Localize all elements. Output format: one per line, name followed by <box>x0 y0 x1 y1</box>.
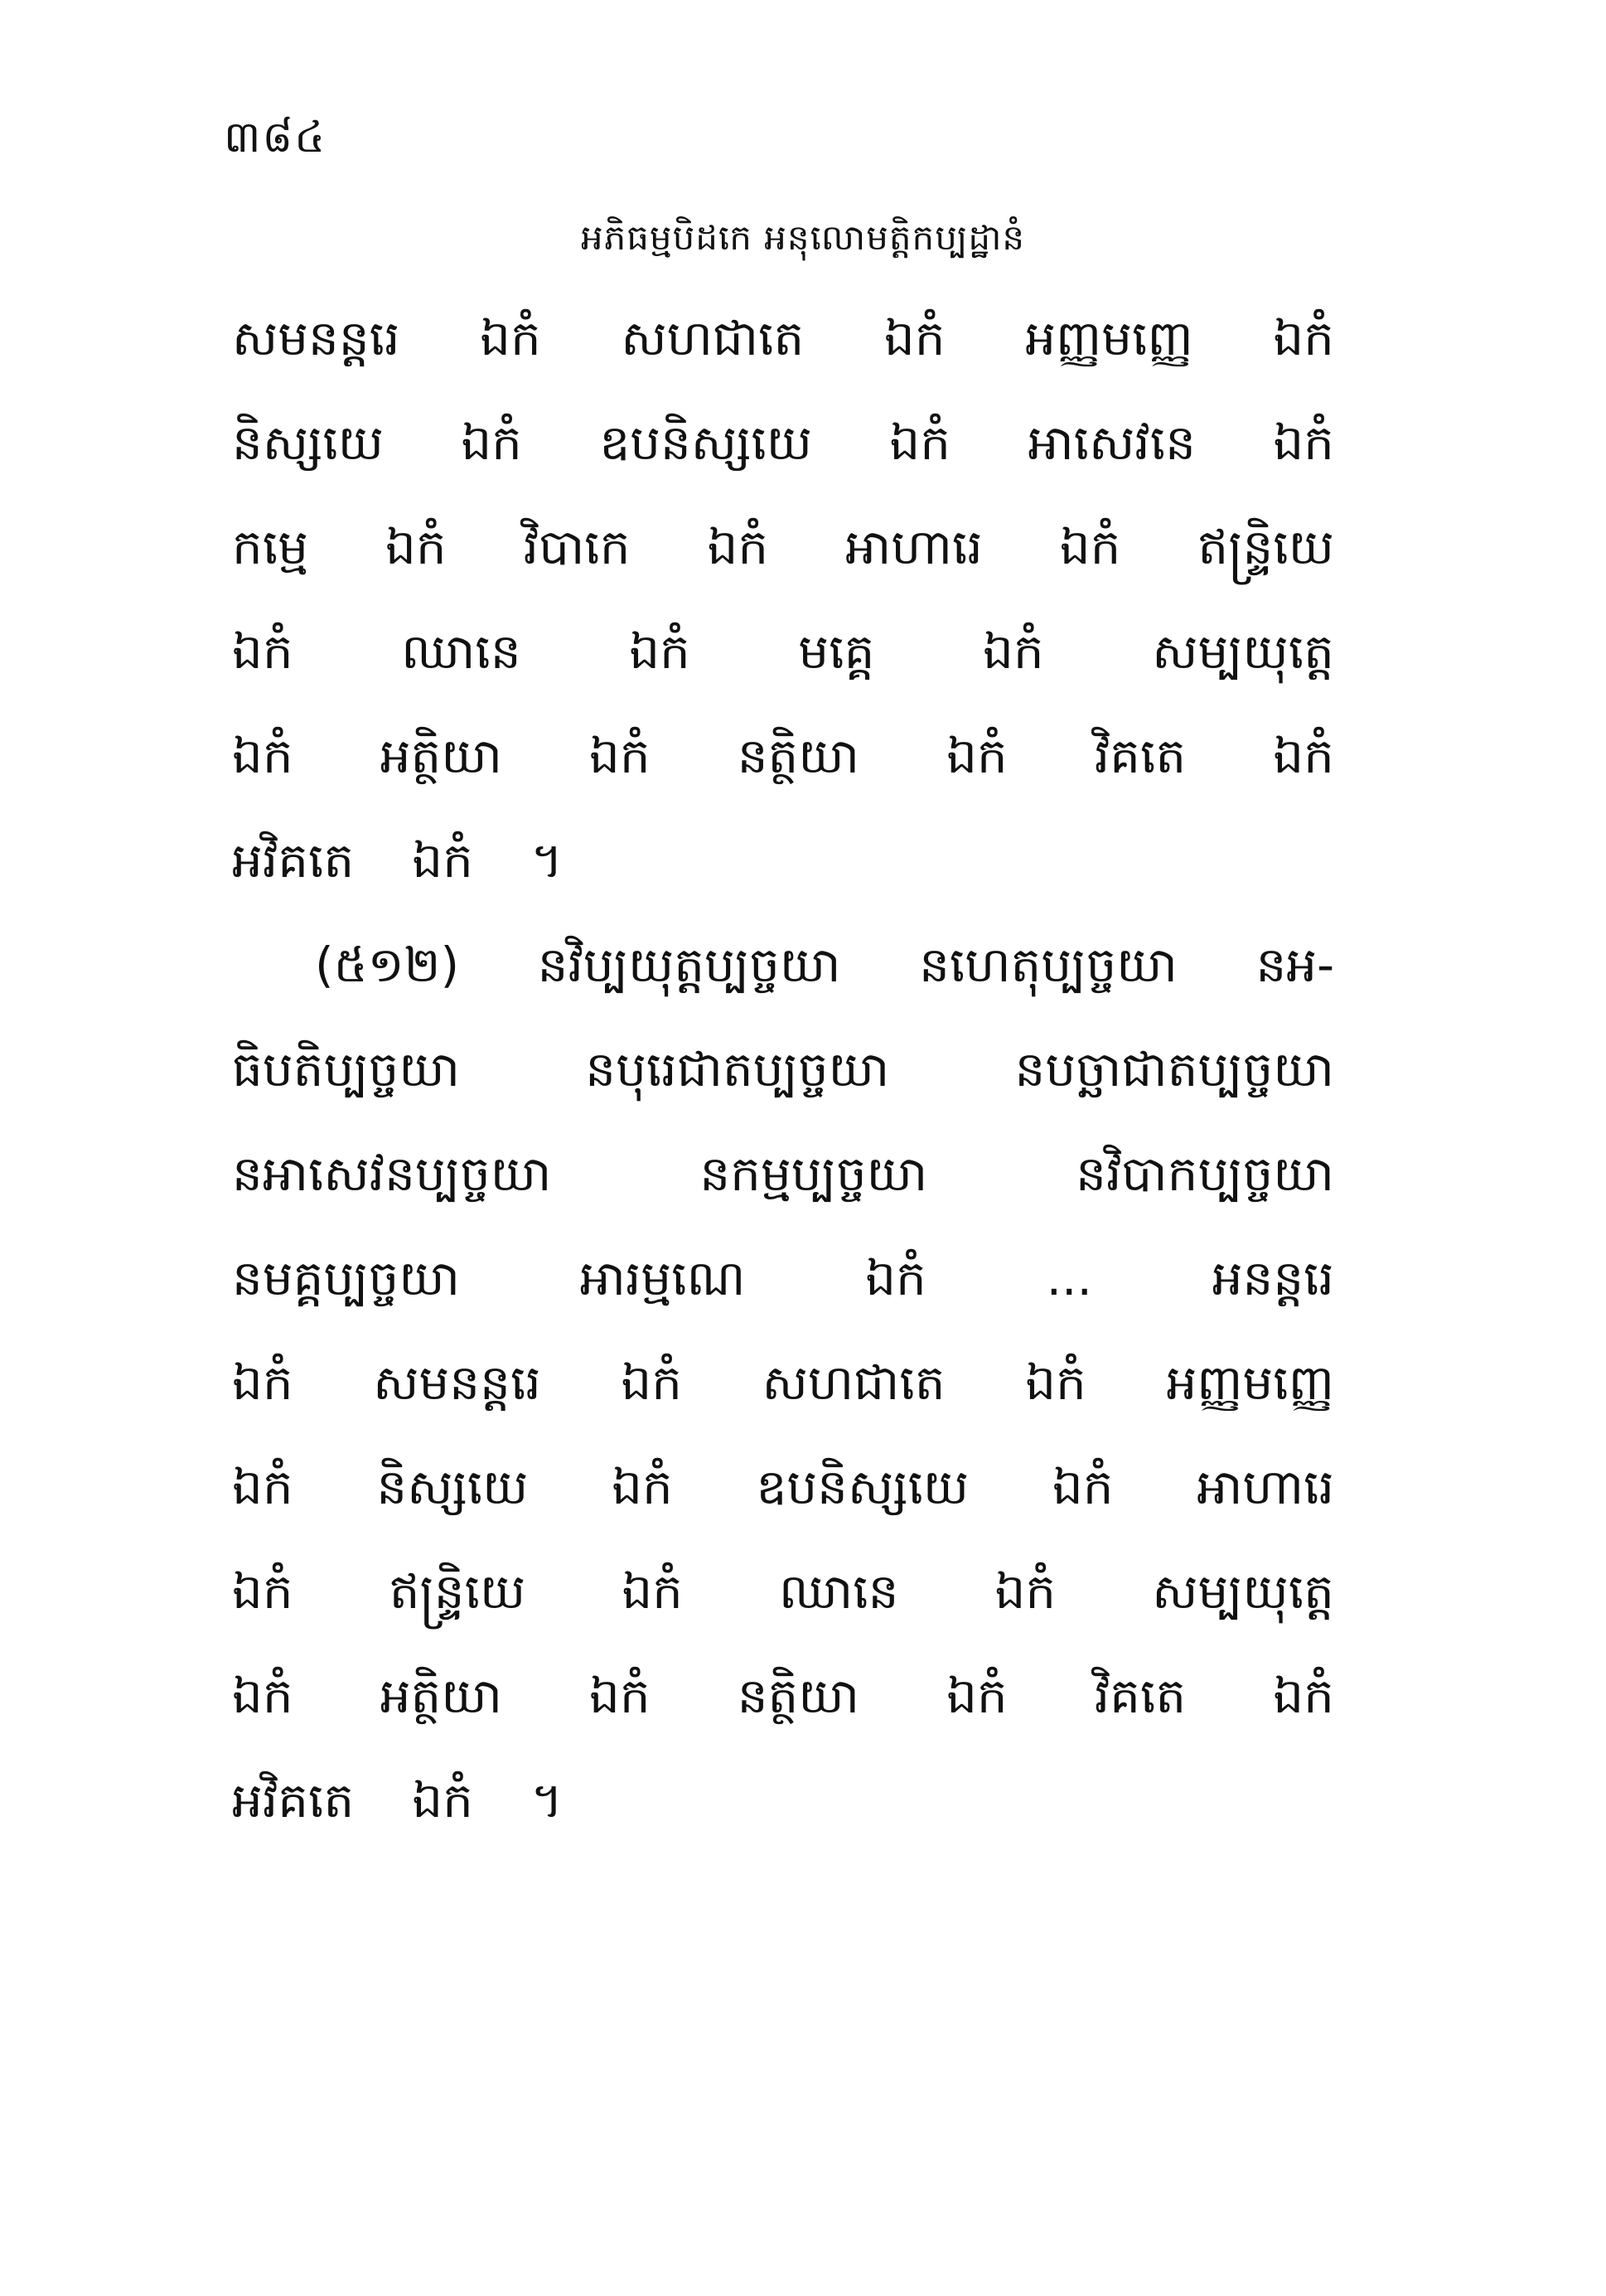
word: វិគតេ <box>1094 1668 1187 1724</box>
word: ។ <box>530 832 564 889</box>
word: ឯកំ <box>889 414 951 471</box>
word: ឯកំ <box>983 623 1044 680</box>
word: ឯកំ <box>589 1668 651 1724</box>
word: សម្បយុត្តេ <box>1152 623 1334 680</box>
word: វិបាកេ <box>523 519 631 575</box>
word: ឯកំ <box>589 728 651 784</box>
word: និស្សយេ <box>376 1459 529 1515</box>
word: ឥន្ទ្រិយេ <box>1197 519 1334 575</box>
word: ឯកំ <box>232 728 293 784</box>
word: នបច្ឆាជាតប្បច្ចយា <box>1014 1041 1334 1097</box>
word: អត្ថិយា <box>380 1668 502 1724</box>
text-line <box>232 1330 1334 1435</box>
word: ឯកំ <box>385 519 447 575</box>
word: ឯកំ <box>232 623 293 680</box>
word: អនន្តរេ <box>1212 1250 1334 1306</box>
text-line <box>232 1748 1334 1853</box>
text-line <box>232 1644 1334 1748</box>
word: នបុរេជាតប្បច្ចយា <box>585 1041 890 1097</box>
word: ឯកំ <box>629 623 690 680</box>
text-line <box>232 1226 1334 1330</box>
word: ឧបនិស្សយេ <box>599 414 812 471</box>
text-line <box>232 286 1334 390</box>
word: ឯកំ <box>622 1563 683 1620</box>
word: អវិគតេ <box>232 832 355 889</box>
word: ឯកំ <box>232 1563 293 1620</box>
word: ឯកំ <box>1052 1459 1114 1515</box>
word: អាហារេ <box>845 519 983 575</box>
text-line <box>232 1121 1334 1226</box>
word: ។ <box>530 1772 564 1829</box>
word: ឯកំ <box>1059 519 1121 575</box>
text-line <box>232 704 1334 808</box>
word: នអាសេវនប្បច្ចយា <box>232 1146 552 1202</box>
word: អញ្ញមញ្ញេ <box>1166 1354 1334 1411</box>
word: ឯកំ <box>883 310 946 366</box>
word: ឯកំ <box>232 1354 293 1411</box>
page-number: ៣៨៤ <box>224 113 327 162</box>
word: និស្សយេ <box>232 414 384 471</box>
text-line <box>232 1435 1334 1539</box>
word: នត្ថិយា <box>737 728 859 784</box>
text-line <box>232 808 1334 913</box>
word: ឯកំ <box>612 1459 673 1515</box>
word: នត្ថិយា <box>737 1668 859 1724</box>
word: អាហារេ <box>1197 1459 1334 1515</box>
word: ឯកំ <box>412 1772 473 1829</box>
text-line <box>232 1539 1334 1644</box>
word: អវិគតេ <box>232 1772 355 1829</box>
word: សមនន្តរេ <box>373 1354 541 1411</box>
paragraph-number: (៥១២) <box>315 937 460 993</box>
ellipsis: ... <box>1046 1250 1092 1306</box>
word: ឯកំ <box>1273 1668 1334 1724</box>
word: នកម្មប្បច្ចយា <box>699 1146 928 1202</box>
word: ឯកំ <box>232 1459 293 1515</box>
word: ឯកំ <box>1273 310 1334 366</box>
word: ឯកំ <box>621 1354 683 1411</box>
word: នហេតុប្បច្ចយា <box>919 937 1178 993</box>
word: នមគ្គប្បច្ចយា <box>232 1250 460 1306</box>
word: អត្ថិយា <box>380 728 502 784</box>
word: អារម្មណេ <box>579 1250 746 1306</box>
word: ឯកំ <box>707 519 769 575</box>
word: ឯកំ <box>1273 414 1334 471</box>
word: នអ- <box>1255 937 1334 993</box>
word: នវិបាកប្បច្ចយា <box>1076 1146 1334 1202</box>
word: សហជាតេ <box>762 1354 946 1411</box>
word: ឈានេ <box>779 1563 899 1620</box>
word: សម្បយុត្តេ <box>1152 1563 1334 1620</box>
word: ឧបនិស្សយេ <box>756 1459 970 1515</box>
word: ឯកំ <box>232 1668 293 1724</box>
word: ឯកំ <box>1273 728 1334 784</box>
paragraph-start-line <box>232 913 1334 1017</box>
word: ឯកំ <box>946 1668 1008 1724</box>
word: ឯកំ <box>946 728 1008 784</box>
text-line <box>232 495 1334 599</box>
word: វិគតេ <box>1094 728 1187 784</box>
text-line <box>232 1017 1334 1121</box>
word: អាសេវនេ <box>1028 414 1196 471</box>
body-text <box>232 286 1334 1853</box>
word: ឥន្ទ្រិយេ <box>389 1563 526 1620</box>
word: សហជាតេ <box>621 310 805 366</box>
word: ធិបតិប្បច្ចយា <box>232 1041 460 1097</box>
word: សមនន្តរេ <box>232 310 400 366</box>
word: ឈានេ <box>401 623 521 680</box>
text-line <box>232 599 1334 704</box>
word: នវិប្បយុត្តប្បច្ចយា <box>537 937 841 993</box>
running-header: អភិធម្មបិដកេ អនុលោមត្តិកប្បដ្ឋានំ <box>580 217 1026 258</box>
word: ឯកំ <box>865 1250 926 1306</box>
word: ឯកំ <box>412 832 473 889</box>
word: ឯកំ <box>480 310 541 366</box>
word: ឯកំ <box>1025 1354 1086 1411</box>
word: ឯកំ <box>461 414 522 471</box>
word: ឯកំ <box>994 1563 1057 1620</box>
word: កម្មេ <box>232 519 309 575</box>
text-line <box>232 390 1334 495</box>
word: មគ្គេ <box>798 623 875 680</box>
word: អញ្ញមញ្ញេ <box>1025 310 1193 366</box>
